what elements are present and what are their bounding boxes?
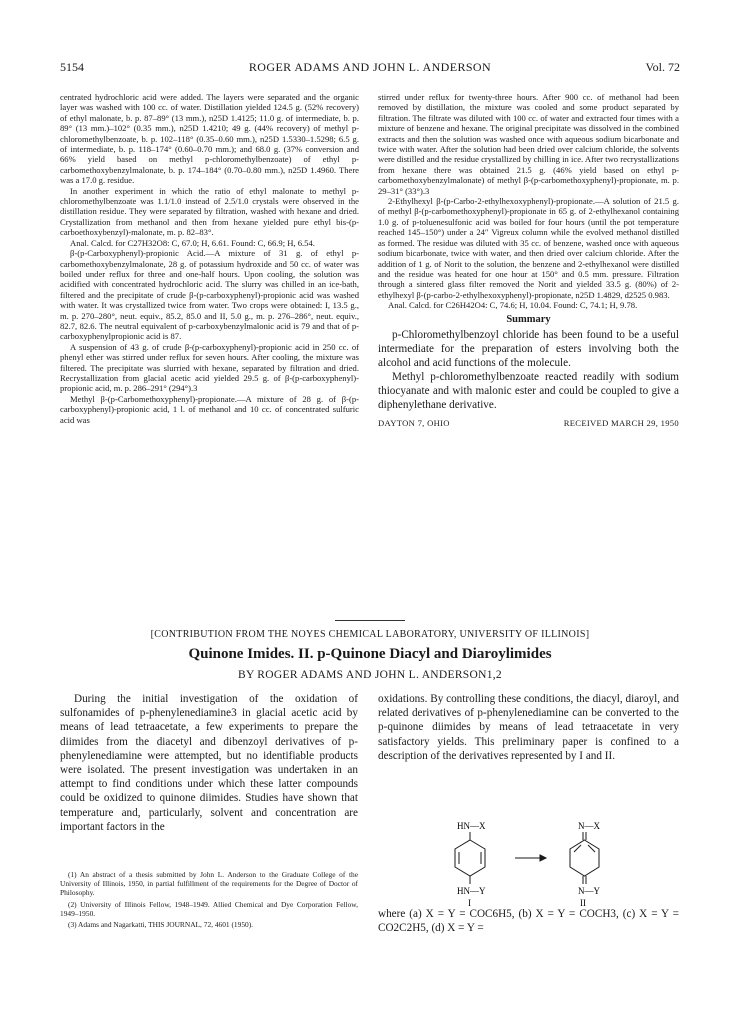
paragraph: A suspension of 43 g. of crude β-(p-carboxyphenyl)-propionic acid in 250 cc. of phenyl ether was stirred under reflux for seven hours. After cooling, the mixture was filtered. The precipitate was slurried with hexane, separated by filtration and dried. Recrystallization from glacial acetic acid yielded 29.5 g. of β-(p-carboxyphenyl)-propionic acid, m. p. 286–291° (294°).3 [60, 341, 359, 394]
footnotes [60, 870, 358, 931]
footnote: (3) Adams and Nagarkatti, THIS JOURNAL, 72, 4601 (1950). [68, 920, 254, 930]
signature-line [378, 418, 679, 428]
paragraph: β-(p-Carboxyphenyl)-propionic Acid.—A mixture of 31 g. of ethyl p-carbomethoxybenzylmalonate, 28 g. of potassium hydroxide and 50 cc. of water was boiled under reflux for three and one-half hours. Upon cooling, the solution was acidified with concentrated hydrochloric acid. The slurry was chilled in an ice-bath, filtered and the precipitate of crude β-(p-carboxyphenyl)-propionic acid was washed with water. It was crystallized twice from water. Two crops were obtained: I, 13.5 g., m. p. 270–280°, neut. equiv., 85.2, 85.0 and II, 5.0 g., m. p. 276–286°, neut. equiv., 82.7, 82.6. The neutral equivalent of p-carboxybenzylmalonic acid is 79 and that of p-carboxyphenylpropionic acid is 87. [60, 248, 359, 342]
paragraph: Methyl β-(p-Carbomethoxyphenyl)-propionate.—A mixture of 28 g. of β-(p-carboxyphenyl)-propionic acid, 1 l. of methanol and 10 cc. of concentrated sulfuric acid was [60, 393, 359, 425]
article-title: Quinone Imides. II. p-Quinone Diacyl and Diaroylimides [188, 646, 552, 662]
section-divider [335, 620, 405, 621]
structure-ii-top: N—X [578, 821, 600, 831]
summary-paragraph: Methyl p-chloromethylbenzoate reacted readily with sodium thiocyanate and with malonic ester and could be coupled to give a diphenylethane derivative. [378, 370, 679, 411]
byline: BY ROGER ADAMS AND JOHN L. ANDERSON1,2 [237, 669, 502, 681]
running-title: ROGER ADAMS AND JOHN L. ANDERSON [248, 60, 492, 74]
page-number: 5154 [60, 60, 84, 74]
summary-body [378, 328, 679, 412]
paragraph: 2-Ethylhexyl β-(p-Carbo-2-ethylhexoxyphenyl)-propionate.—A solution of 21.5 g. of methyl β-(p-carbomethoxyphenyl)-propionate in 65 g. of 2-ethylhexanol containing 1.0 g. of p-toluenesulfonic acid was boiled for four hours (until the pot temperature reached 145–150°) under a 24″ Vigreux column while the evolved methanol distilled as formed. The residue was diluted with 35 cc. of benzene, washed once with aqueous sodium bicarbonate, twice with water, and then dried over calcium chloride. After the addition of 1 g. of Norit to the solution, the benzene and 2-ethylhexanol were distilled and the residue was heated for one hour at 150° and 0.5 mm. pressure. Filtration through a sintered glass filter removed the Norit and yielded 33.5 g. (80%) of 2-ethylhexyl β-(p-carbo-2-ethylhexoxyphenyl)-propionate, n25D 1.4829, d2525 0.983. [378, 196, 679, 300]
article-column-left [60, 692, 358, 834]
substituent-definitions: where (a) X = Y = COC6H5, (b) X = Y = COCH3, (c) X = Y = CO2C2H5, (d) X = Y = [378, 908, 679, 934]
intro-paragraph: During the initial investigation of the oxidation of sulfonamides of p-phenylenediamine3 in glacial acetic acid by means of lead tetraacetate, a few experiments to prepare the diimides from the diacetyl and dibenzoyl derivatives of p-phenylenediamine were attempted, but no identifiable products were isolated. The present investigation was undertaken in an attempt to find conditions under which these latter compounds could be oxidized to quinone diimides. Studies have shown that temperature and, particularly, solvent and concentration are important factors in the [60, 693, 358, 833]
previous-article-column-right [378, 92, 679, 428]
footnote: (1) An abstract of a thesis submitted by John L. Anderson to the Graduate College of the University of Illinois, 1950, in partial fulfillment of the requirements for the Degree of Doctor of Philosophy. [60, 870, 358, 898]
reaction-arrow [515, 855, 546, 861]
paragraph: stirred under reflux for twenty-three hours. After 900 cc. of methanol had been removed by distillation, the mixture was cooled and some product separated by filtration. The filtrate was diluted with 100 cc. of water and extracted four times with a mixture of benzene and hexane. The original precipitate was dissolved in the combined extracts and then the solution was washed once with aqueous sodium bicarbonate and twice with water. After the solution had been dried over calcium chloride, the solvents were distilled and the residue crystallized by chilling in ice. After two recrystallizations from hexane there was obtained 21.5 g. (46% yield based on ethyl p-carbomethoxybenzylmalonate) of methyl β-(p-carbomethoxyphenyl)-propionate, m. p. 29–31° (33°).3 [378, 92, 679, 196]
chemical-structures [435, 820, 665, 908]
received-date: RECEIVED MARCH 29, 1950 [563, 417, 679, 428]
paragraph: In another experiment in which the ratio of ethyl malonate to methyl p-chloromethylbenzoate was 1.1/1.0 instead of 2.5/1.0 crystals were observed in the distillation residue. They were separated by filtration, washed with hexane and dried. Crystallization from methanol and then from hexane yielded pure ethyl bis-(p-carboethoxybenzyl)-malonate, m. p. 82–83°. [60, 185, 359, 238]
analysis-line: Anal. Calcd. for C27H32O8: C, 67.0; H, 6.61. Found: C, 66.9; H, 6.54. [70, 237, 315, 248]
structure-ii-label: II [580, 898, 586, 908]
intro-paragraph-continued: oxidations. By controlling these conditions, the diacyl, diaroyl, and related derivatives of p-phenylenediamine can be converted to the p-quinone diimides by means of lead tetraacetate in very satisfactory yields. This preliminary paper is confined to a description of the derivatives represented by I and II. [378, 693, 679, 762]
analysis-line: Anal. Calcd. for C26H42O4: C, 74.6; H, 10.04. Found: C, 74.1; H, 9.78. [388, 300, 638, 311]
page-header [60, 60, 680, 76]
structure-ii [570, 832, 599, 884]
structure-ii-bottom: N—Y [578, 886, 600, 896]
footnote: (2) University of Illinois Fellow, 1948–1949. Allied Chemical and Dye Corporation Fellow, 1949–1950. [60, 899, 358, 918]
contribution-line: [CONTRIBUTION FROM THE NOYES CHEMICAL LABORATORY, UNIVERSITY OF ILLINOIS] [150, 629, 590, 640]
summary-heading: Summary [506, 313, 551, 325]
place: DAYTON 7, OHIO [378, 417, 450, 428]
structure-i-label: I [468, 898, 471, 908]
article-column-right [378, 692, 679, 763]
paragraph: centrated hydrochloric acid were added. The layers were separated and the organic layer was washed with 100 cc. of water. Distillation yielded 124.5 g. (52% recovery) of ethyl malonate, b. p. 87–89° (13 mm.), n25D 1.4125; 11.0 g. of intermediate, b. p. 89° (13 mm.)–102° (0.35 mm.), n25D 1.4210; 49 g. (44% recovery) of methyl p-chloromethylbenzoate, b. p. 102–118° (0.35–0.60 mm.), n25D 1.5330–1.5298; 6.5 g. of intermediate, b. p. 118–174° (0.60–0.70 mm.); and 68.0 g. (37% conversion and 66% yield based on methyl p-chloromethylbenzoate) of ethyl p-carbomethoxybenzylmalonate, b. p. 174–184° (0.70–0.80 mm.), n25D 1.4960. There was a 17.0 g. residue. [60, 92, 359, 186]
previous-article-column-left [60, 92, 359, 425]
structure-i [455, 832, 485, 884]
volume-label: Vol. 72 [645, 60, 680, 74]
structure-i-top: HN—X [457, 821, 486, 831]
structure-i-bottom: HN—Y [457, 886, 486, 896]
summary-paragraph: p-Chloromethylbenzoyl chloride has been found to be a useful intermediate for the preparation of esters involving both the alcohol and acid functions of the molecule. [378, 328, 679, 369]
